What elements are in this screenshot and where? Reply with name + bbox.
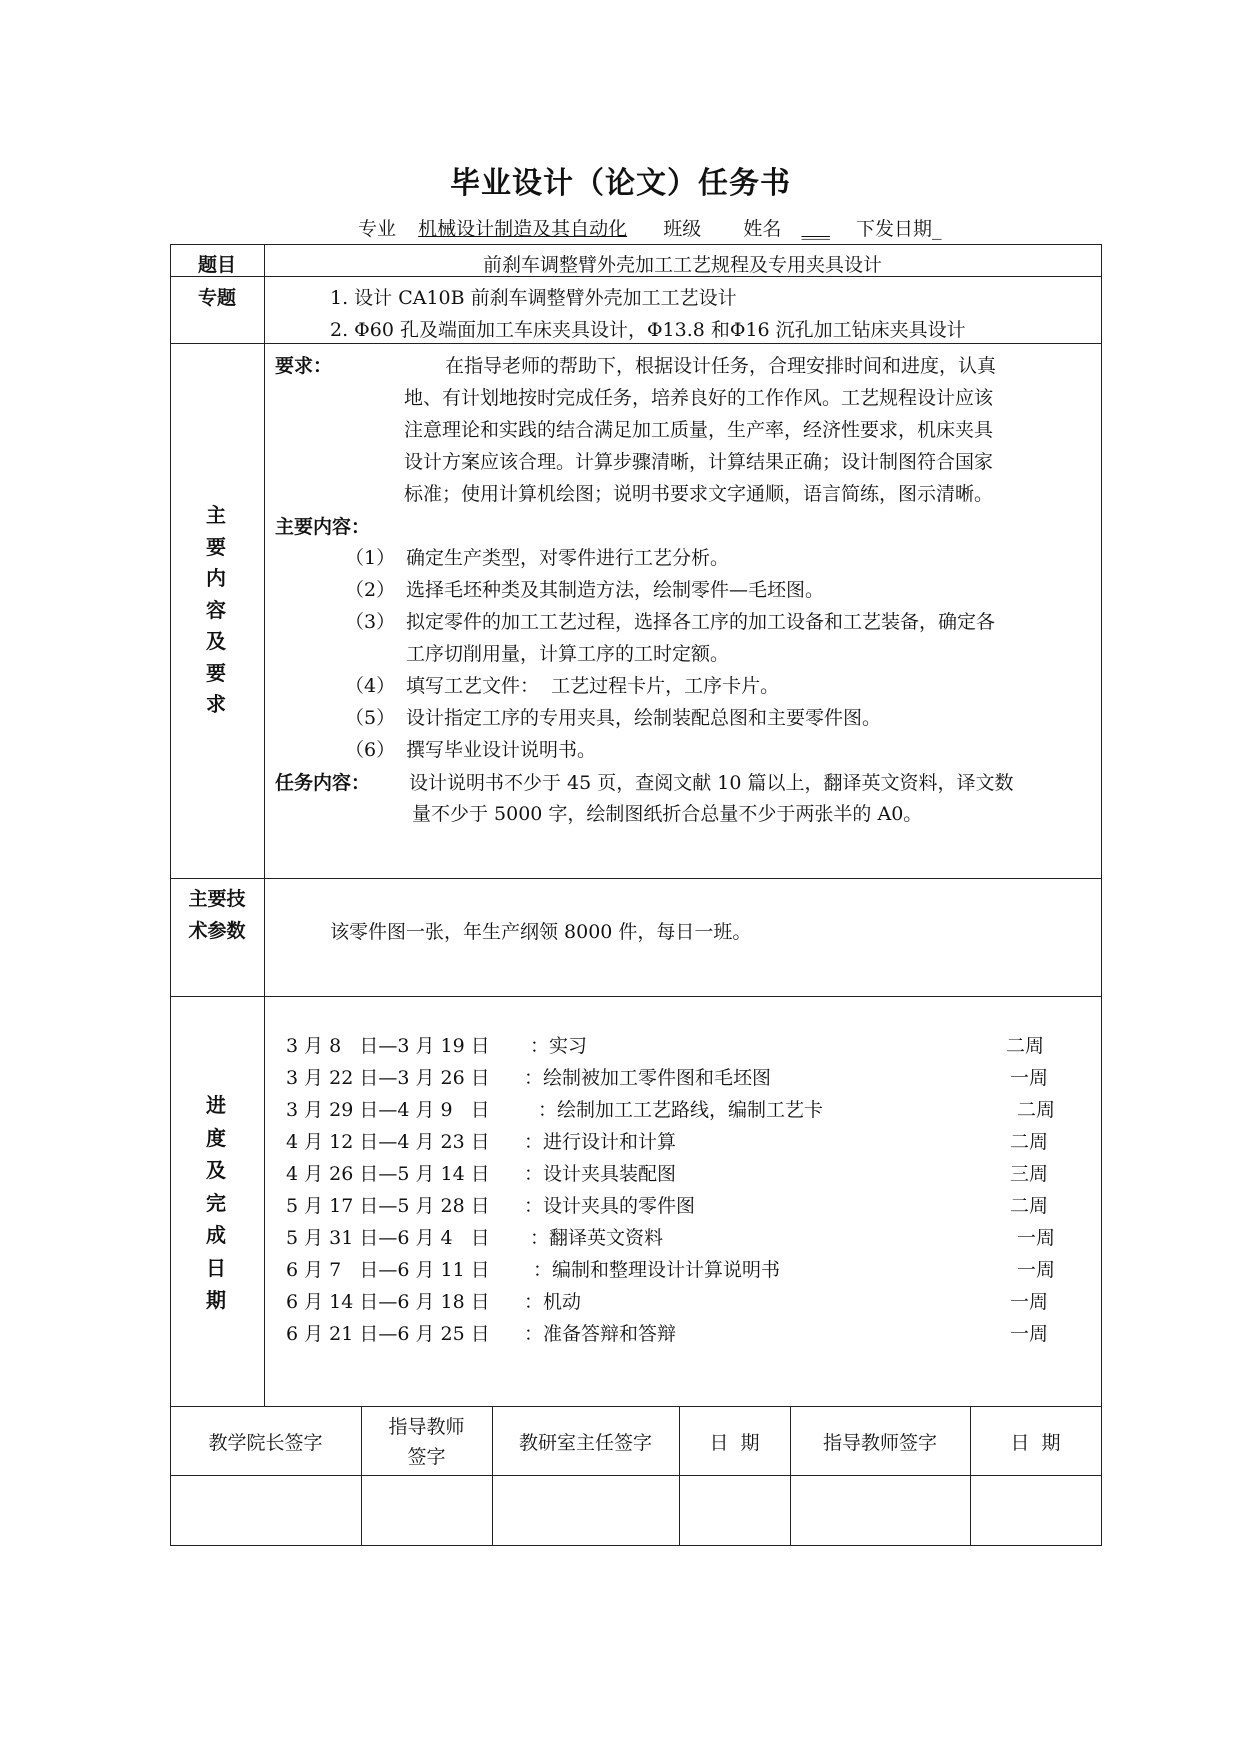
- schedule-date: 4 月 12 日—4 月 23 日: [286, 1131, 490, 1153]
- schedule-date: 6 月 7 日—6 月 11 日: [286, 1259, 490, 1281]
- schedule-task: ：实习: [530, 1035, 588, 1057]
- schedule-task: ：机动: [524, 1291, 582, 1313]
- director-signature-label: 教研室主任签字: [518, 1432, 652, 1454]
- schedule-task: ：设计夹具装配图: [524, 1163, 677, 1185]
- date-label: 下发日期_: [856, 218, 942, 240]
- content-item-num: （6）: [345, 739, 396, 761]
- tech-value: 该零件图一张，年生产纲领 8000 件，每日一班。: [330, 921, 752, 943]
- content-item: 撰写毕业设计说明书。: [406, 739, 597, 761]
- content-item: 工序切削用量，计算工序的工时定额。: [406, 643, 730, 665]
- schedule-date: 3 月 29 日—4 月 9 日: [286, 1099, 490, 1121]
- schedule-duration: 一周: [1010, 1067, 1049, 1089]
- requirements-line: 设计方案应该合理。计算步骤清晰，计算结果正确；设计制图符合国家: [404, 451, 994, 473]
- schedule-task: ：编制和整理设计计算说明书: [533, 1259, 781, 1281]
- advisor-sign-field: [790, 1476, 970, 1545]
- schedule-task: ：翻译英文资料: [530, 1227, 664, 1249]
- content-item-num: （1）: [345, 547, 396, 569]
- content-item-num: （4）: [345, 675, 396, 697]
- schedule-date: 5 月 31 日—6 月 4 日: [286, 1227, 490, 1249]
- class-label: 班级: [663, 218, 702, 240]
- date-label-2: 日 期: [1010, 1432, 1061, 1454]
- schedule-task: ：设计夹具的零件图: [524, 1195, 696, 1217]
- task-content-label: 任务内容：: [275, 772, 371, 794]
- major-value: 机械设计制造及其自动化: [418, 218, 628, 240]
- schedule-task: ：绘制加工工艺路线，编制工艺卡: [538, 1099, 824, 1121]
- topic-value: 前刹车调整臂外壳加工工艺规程及专用夹具设计: [482, 254, 882, 276]
- schedule-duration: 二周: [1006, 1035, 1045, 1057]
- main-content-label: 主要内容：: [275, 516, 371, 538]
- schedule-date: 6 月 14 日—6 月 18 日: [286, 1291, 490, 1313]
- tech-label: 主要技 术参数: [188, 888, 246, 942]
- schedule-duration: 一周: [1010, 1323, 1049, 1345]
- schedule-duration: 一周: [1010, 1291, 1049, 1313]
- schedule-date: 3 月 8 日—3 月 19 日: [286, 1035, 490, 1057]
- major-label: 专业: [358, 218, 397, 240]
- requirements-line: 注意理论和实践的结合满足加工质量，生产率，经济性要求，机床夹具: [404, 419, 994, 441]
- content-item: 确定生产类型，对零件进行工艺分析。: [406, 547, 730, 569]
- special-item-1: 1. 设计 CA10B 前刹车调整臂外壳加工工艺设计: [330, 287, 737, 309]
- dean-signature-label: 教学院长签字: [208, 1432, 323, 1454]
- name-label: 姓名: [743, 218, 782, 240]
- requirements-label: 要求：: [275, 355, 333, 377]
- content-item-num: （3）: [345, 611, 396, 633]
- task-content-line: 设计说明书不少于 45 页，查阅文献 10 篇以上，翻译英文资料，译文数: [409, 772, 1014, 794]
- requirements-line: 地、有计划地按时完成任务，培养良好的工作作风。工艺规程设计应该: [404, 387, 994, 409]
- schedule-date: 4 月 26 日—5 月 14 日: [286, 1163, 490, 1185]
- content-item: 拟定零件的加工工艺过程，选择各工序的加工设备和工艺装备，确定各: [406, 611, 996, 633]
- director-signature-field: [492, 1476, 679, 1545]
- header-info: [358, 214, 942, 241]
- schedule-date: 3 月 22 日—3 月 26 日: [286, 1067, 490, 1089]
- task-content-line: 量不少于 5000 字，绘制图纸折合总量不少于两张半的 A0。: [412, 803, 923, 825]
- main-label: 主 要 内 容 及 要 求: [206, 503, 226, 716]
- schedule-label: 进 度 及 完 成 日 期: [206, 1093, 226, 1312]
- schedule-task: ：进行设计和计算: [524, 1131, 677, 1153]
- special-label: 专题: [197, 287, 236, 309]
- document-title: 毕业设计（论文）任务书: [450, 166, 791, 201]
- schedule-task: ：绘制被加工零件图和毛坯图: [524, 1067, 772, 1089]
- advisor-sign-label: 指导教师签字: [822, 1432, 937, 1454]
- name-blank: ___: [801, 218, 830, 240]
- requirements-line: 在指导老师的帮助下，根据设计任务，合理安排时间和进度，认真: [445, 355, 997, 377]
- schedule-task: ：准备答辩和答辩: [524, 1323, 677, 1345]
- special-item-2: 2. Φ60 孔及端面加工车床夹具设计，Φ13.8 和Φ16 沉孔加工钻床夹具设计: [330, 319, 966, 341]
- date-field-2: [970, 1476, 1101, 1545]
- schedule-duration: 二周: [1010, 1195, 1049, 1217]
- content-item: 选择毛坯种类及其制造方法，绘制零件—毛坯图。: [406, 579, 825, 601]
- schedule-duration: 二周: [1017, 1099, 1056, 1121]
- schedule-duration: 三周: [1010, 1163, 1049, 1185]
- content-item: 填写工艺文件： 工艺过程卡片，工序卡片。: [406, 675, 780, 697]
- date-field-1: [679, 1476, 790, 1545]
- advisor-signature-label: 指导教师 签字: [388, 1416, 465, 1468]
- dean-signature-field: [170, 1476, 361, 1545]
- schedule-duration: 二周: [1010, 1131, 1049, 1153]
- schedule-duration: 一周: [1017, 1259, 1056, 1281]
- content-item-num: （2）: [345, 579, 396, 601]
- topic-label: 题目: [197, 254, 236, 276]
- schedule-date: 5 月 17 日—5 月 28 日: [286, 1195, 490, 1217]
- schedule-date: 6 月 21 日—6 月 25 日: [286, 1323, 490, 1345]
- advisor-signature-field: [361, 1476, 492, 1545]
- content-item: 设计指定工序的专用夹具，绘制装配总图和主要零件图。: [406, 707, 882, 729]
- schedule-duration: 一周: [1017, 1227, 1056, 1249]
- requirements-line: 标准；使用计算机绘图；说明书要求文字通顺，语言简练，图示清晰。: [404, 483, 994, 505]
- date-label-1: 日 期: [709, 1432, 760, 1454]
- content-item-num: （5）: [345, 707, 396, 729]
